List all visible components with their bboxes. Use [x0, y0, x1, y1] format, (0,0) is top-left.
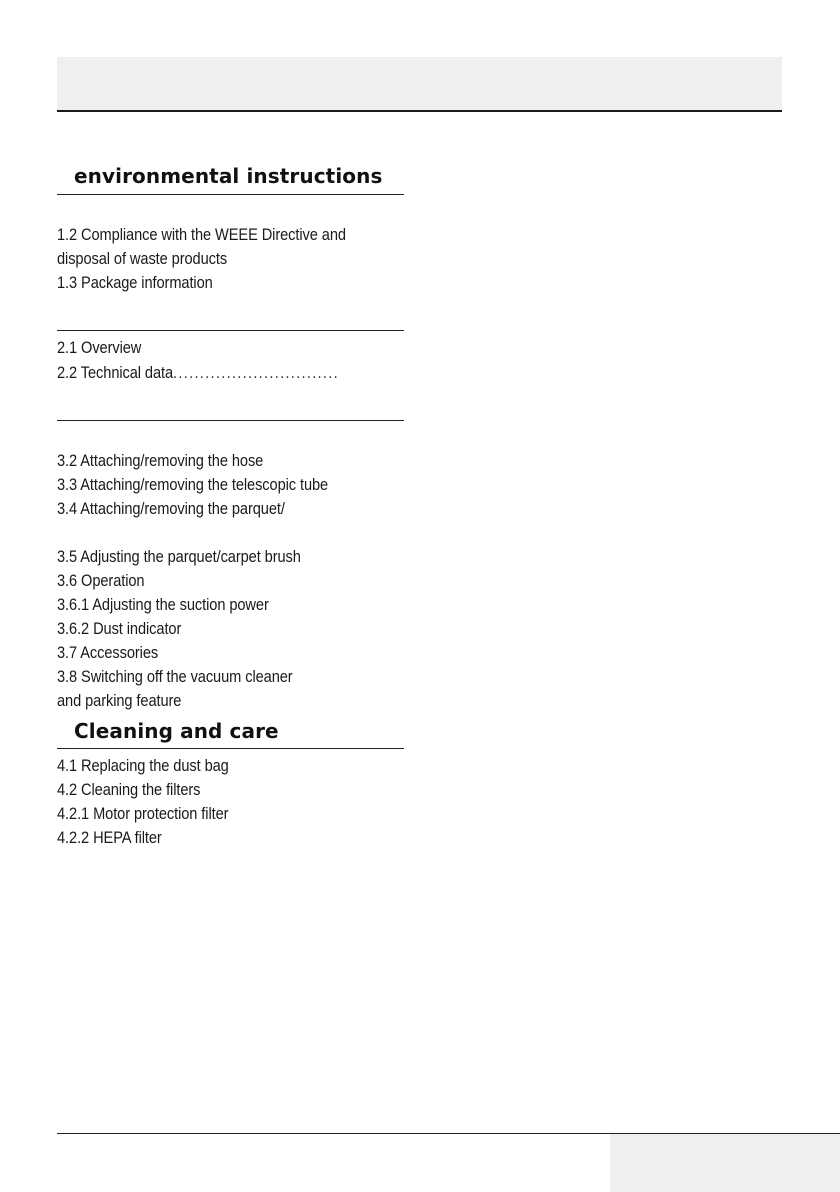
- dot-leader: ...............................: [173, 363, 339, 382]
- toc-entry[interactable]: 2.1 Overview: [57, 338, 142, 357]
- toc-entry[interactable]: disposal of waste products: [57, 249, 228, 268]
- page-number-box: [610, 1134, 840, 1192]
- toc-entry-with-leader[interactable]: [57, 361, 339, 385]
- toc-entry[interactable]: and parking feature: [57, 691, 182, 710]
- toc-entry[interactable]: 3.6.2 Dust indicator: [57, 619, 182, 638]
- section-rule: [57, 194, 404, 195]
- header-rule: [57, 110, 782, 112]
- toc-entry[interactable]: 3.5 Adjusting the parquet/carpet brush: [57, 547, 301, 566]
- toc-entry[interactable]: 3.3 Attaching/removing the telescopic tube: [57, 475, 329, 494]
- section-heading-environmental: environmental instructions: [74, 164, 383, 188]
- toc-entry[interactable]: 3.7 Accessories: [57, 643, 159, 662]
- toc-entry[interactable]: 3.8 Switching off the vacuum cleaner: [57, 667, 293, 686]
- section-rule: [57, 330, 404, 331]
- section-rule: [57, 748, 404, 749]
- toc-entry[interactable]: 1.3 Package information: [57, 273, 213, 292]
- toc-entry[interactable]: 4.2 Cleaning the filters: [57, 780, 201, 799]
- toc-entry[interactable]: 1.2 Compliance with the WEEE Directive and: [57, 225, 346, 244]
- toc-entry[interactable]: 4.2.2 HEPA filter: [57, 828, 162, 847]
- toc-entry[interactable]: 3.6.1 Adjusting the suction power: [57, 595, 269, 614]
- toc-entry-label: 2.2 Technical data: [57, 363, 174, 382]
- toc-entry[interactable]: 3.2 Attaching/removing the hose: [57, 451, 264, 470]
- section-heading-cleaning-and-care: Cleaning and care: [74, 719, 279, 743]
- toc-entry[interactable]: 3.6 Operation: [57, 571, 145, 590]
- page-header-band: [57, 57, 782, 111]
- toc-entry[interactable]: 3.4 Attaching/removing the parquet/: [57, 499, 285, 518]
- toc-entry[interactable]: 4.2.1 Motor protection filter: [57, 804, 229, 823]
- toc-entry[interactable]: 4.1 Replacing the dust bag: [57, 756, 229, 775]
- section-rule: [57, 420, 404, 421]
